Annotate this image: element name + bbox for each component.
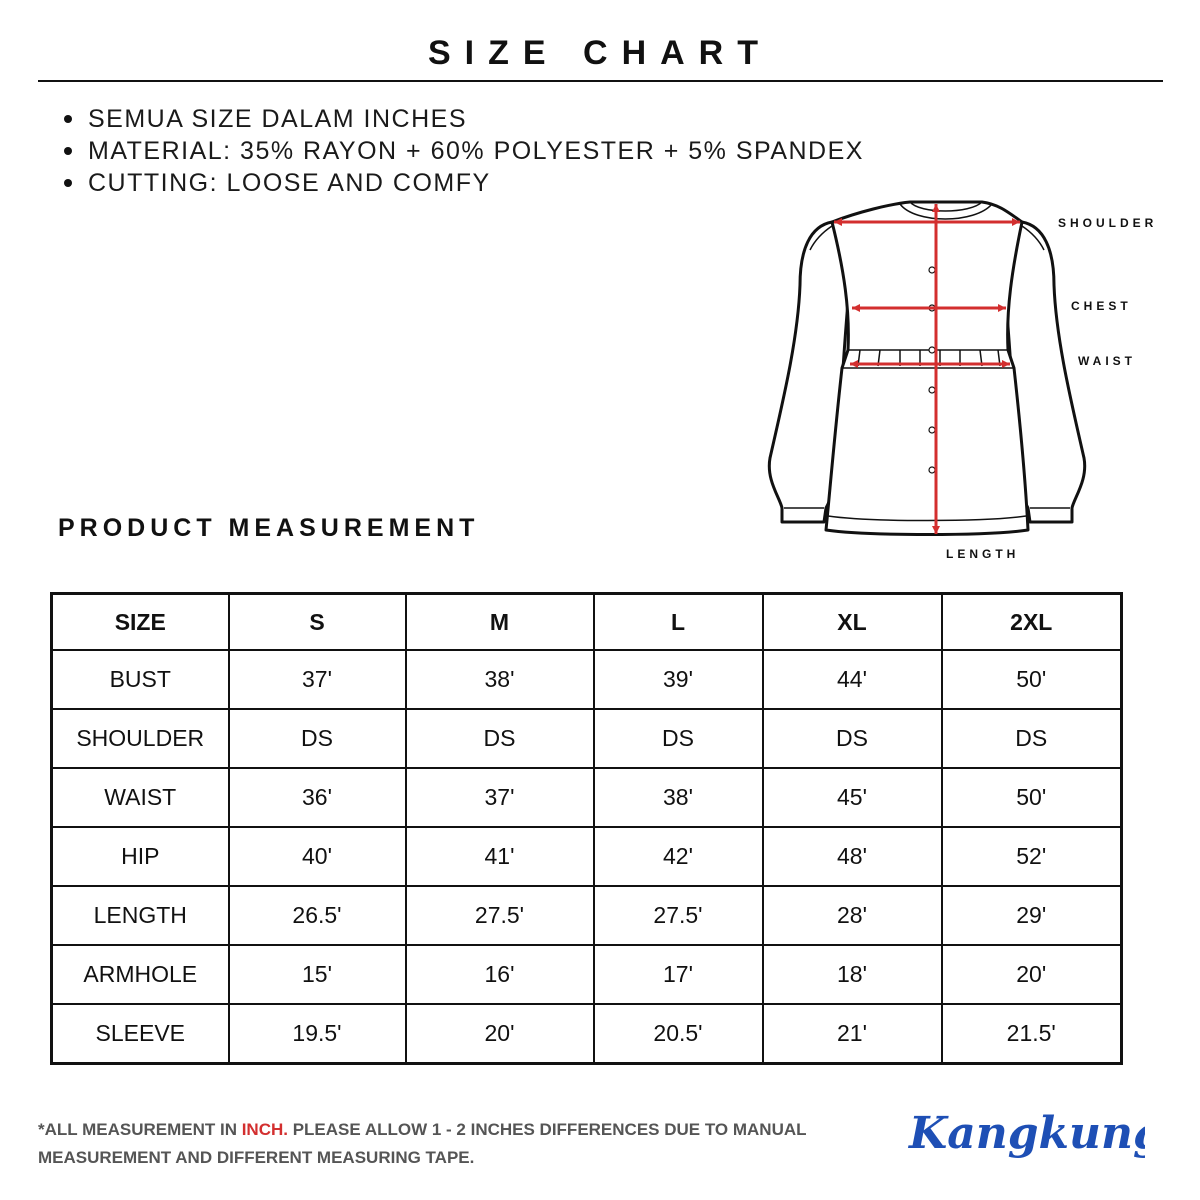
footer-note-end: PLEASE ALLOW 1 - 2 INCHES DIFFERENCES DUE TO MANUAL MEASUREMENT AND DIFFERENT MEASURING TAPE.	[38, 1120, 807, 1167]
table-row	[52, 827, 1122, 886]
table-cell: DS	[594, 709, 763, 768]
shoulder-label: SHOULDER	[1058, 216, 1158, 230]
table-cell: 29'	[942, 886, 1122, 945]
table-cell: 26.5'	[229, 886, 406, 945]
footer-note-highlight: INCH.	[241, 1120, 288, 1139]
title-divider	[38, 80, 1163, 82]
table-cell: 37'	[406, 768, 594, 827]
row-label: SHOULDER	[52, 709, 229, 768]
table-cell: 48'	[763, 827, 942, 886]
table-cell: 21'	[763, 1004, 942, 1064]
table-row	[52, 709, 1122, 768]
waist-label: WAIST	[1078, 354, 1136, 368]
note-item	[64, 135, 864, 167]
header-cell: 2XL	[942, 594, 1122, 651]
header-cell: XL	[763, 594, 942, 651]
table-cell: DS	[763, 709, 942, 768]
table-cell: 20.5'	[594, 1004, 763, 1064]
bullet-icon	[64, 179, 72, 187]
table-cell: 44'	[763, 650, 942, 709]
table-cell: 40'	[229, 827, 406, 886]
bullet-icon	[64, 147, 72, 155]
table-cell: 20'	[942, 945, 1122, 1004]
table-cell: 15'	[229, 945, 406, 1004]
table-row	[52, 1004, 1122, 1064]
table-cell: DS	[406, 709, 594, 768]
table-cell: 20'	[406, 1004, 594, 1064]
header-cell: L	[594, 594, 763, 651]
note-text: CUTTING: LOOSE AND COMFY	[88, 169, 491, 197]
note-text: SEMUA SIZE DALAM INCHES	[88, 105, 468, 133]
section-title: PRODUCT MEASUREMENT	[58, 514, 480, 542]
table-cell: 52'	[942, 827, 1122, 886]
table-cell: 28'	[763, 886, 942, 945]
table-cell: 27.5'	[594, 886, 763, 945]
table-cell: 21.5'	[942, 1004, 1122, 1064]
table-row	[52, 886, 1122, 945]
table-cell: 36'	[229, 768, 406, 827]
footer-note-start: *ALL MEASUREMENT IN	[38, 1120, 242, 1139]
note-text: MATERIAL: 35% RAYON + 60% POLYESTER + 5% SPANDEX	[88, 137, 864, 165]
row-label: SLEEVE	[52, 1004, 229, 1064]
header-cell: S	[229, 594, 406, 651]
table-cell: DS	[942, 709, 1122, 768]
table-cell: 17'	[594, 945, 763, 1004]
row-label: HIP	[52, 827, 229, 886]
table-header-row	[52, 594, 1122, 651]
table-cell: 16'	[406, 945, 594, 1004]
header-cell: SIZE	[52, 594, 229, 651]
size-table	[50, 592, 1123, 1065]
header-cell: M	[406, 594, 594, 651]
table-cell: 19.5'	[229, 1004, 406, 1064]
footer-note	[38, 1116, 868, 1172]
brand-wordmark	[905, 1094, 1145, 1174]
page-title: SIZE CHART	[428, 34, 772, 72]
row-label: ARMHOLE	[52, 945, 229, 1004]
garment-diagram	[760, 190, 1180, 570]
row-label: BUST	[52, 650, 229, 709]
table-row	[52, 650, 1122, 709]
table-row	[52, 945, 1122, 1004]
row-label: WAIST	[52, 768, 229, 827]
table-cell: 38'	[594, 768, 763, 827]
chest-label: CHEST	[1071, 299, 1132, 313]
table-cell: 45'	[763, 768, 942, 827]
table-cell: 50'	[942, 650, 1122, 709]
table-cell: 18'	[763, 945, 942, 1004]
table-cell: 42'	[594, 827, 763, 886]
table-cell: 50'	[942, 768, 1122, 827]
table-cell: DS	[229, 709, 406, 768]
blouse-illustration	[760, 190, 1180, 570]
table-cell: 41'	[406, 827, 594, 886]
brand-logo	[905, 1094, 1145, 1174]
note-item	[64, 167, 864, 199]
notes-list	[64, 103, 864, 199]
note-item	[64, 103, 864, 135]
table-row	[52, 768, 1122, 827]
length-label: LENGTH	[946, 547, 1020, 561]
row-label: LENGTH	[52, 886, 229, 945]
table-cell: 38'	[406, 650, 594, 709]
table-cell: 39'	[594, 650, 763, 709]
table-cell: 27.5'	[406, 886, 594, 945]
table-cell: 37'	[229, 650, 406, 709]
brand-text: Kangkung	[909, 1108, 1145, 1159]
bullet-icon	[64, 115, 72, 123]
